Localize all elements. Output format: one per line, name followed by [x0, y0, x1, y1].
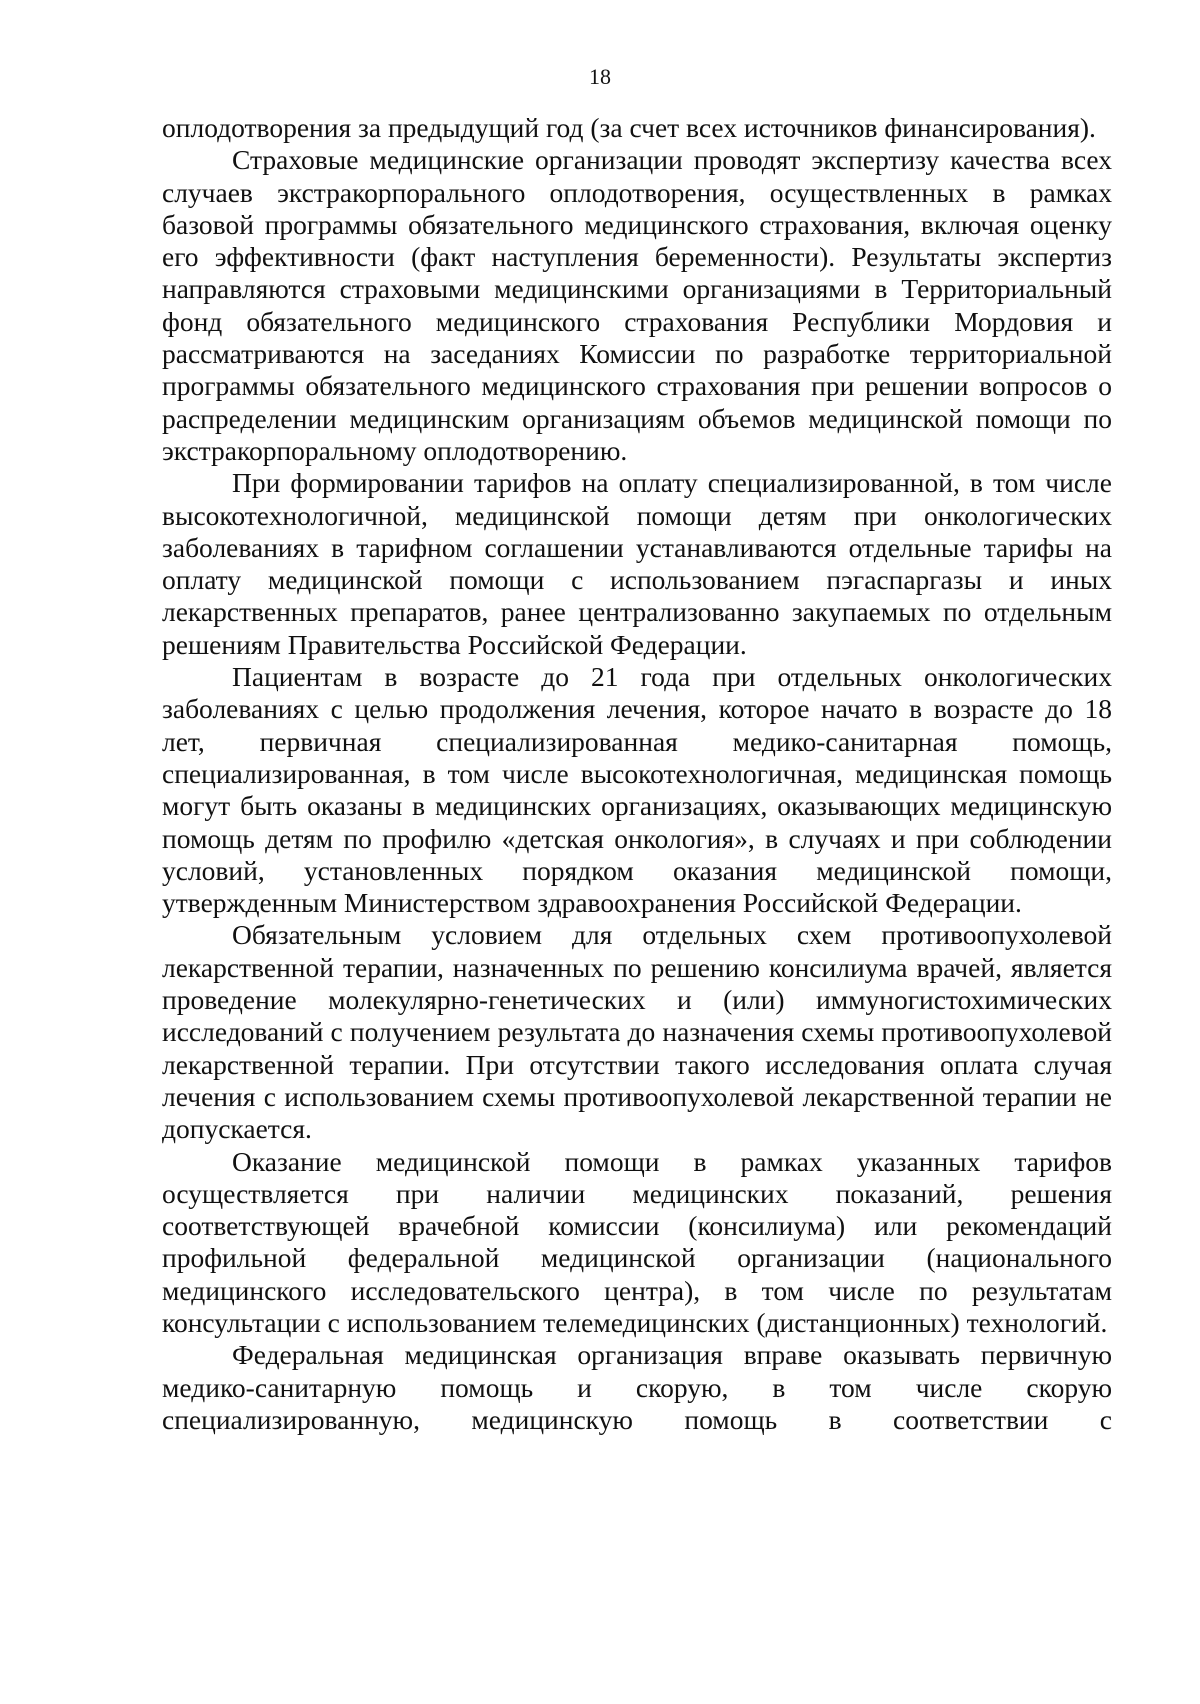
page-number: 18 — [589, 64, 611, 89]
paragraph-continuation: оплодотворения за предыдущий год (за счет всех источников финансирования). — [162, 112, 1096, 143]
paragraph-insurance-expertise: Страховые медицинские организации проводят экспертизу качества всех случаев экстракорпорального оплодотворения, осуществленных в рамках базовой программы обязательного медицинского страхования, включая оценку его эффективности (факт наступления беременности). Результаты экспертиз направляются страховыми медицинскими организациями в Территориальный фонд обязательного медицинского страхования Республики Мордовия и рассматриваются на заседаниях Комиссии по разработке территориальной программы обязательного медицинского страхования при решении вопросов о распределении медицинским организациям объемов медицинской помощи по экстракорпоральному оплодотворению. — [162, 144, 1112, 466]
paragraph-federal-organization: Федеральная медицинская организация вправе оказывать первичную медико-санитарную помощь и скорую, в том числе скорую специализированную, медицинскую помощь в соответствии с — [162, 1339, 1112, 1435]
paragraph-tariffs-children-oncology: При формировании тарифов на оплату специализированной, в том числе высокотехнологичной, медицинской помощи детям при онкологических заболеваниях в тарифном соглашении устанавливаются отдельные тарифы на оплату медицинской помощи с использованием пэгаспаргазы и иных лекарственных препаратов, ранее централизованно закупаемых по отдельным решениям Правительства Российской Федерации. — [162, 467, 1112, 660]
paragraph-patients-under-21: Пациентам в возрасте до 21 года при отдельных онкологических заболеваниях с целью продолжения лечения, которое начато в возрасте до 18 лет, первичная специализированная медико-санитарная помощь, специализированная, в том числе высокотехнологичная, медицинская помощь могут быть оказаны в медицинских организациях, оказывающих медицинскую помощь детям по профилю «детская онкология», в случаях и при соблюдении условий, установленных порядком оказания медицинской помощи, утвержденным Министерством здравоохранения Российской Федерации. — [162, 661, 1112, 919]
paragraph-medical-indications: Оказание медицинской помощи в рамках указанных тарифов осуществляется при наличии медицинских показаний, решения соответствующей врачебной комиссии (консилиума) или рекомендаций профильной федеральной медицинской организации (национального медицинского исследовательского центра), в том числе по результатам консультации с использованием телемедицинских (дистанционных) технологий. — [162, 1145, 1112, 1338]
document-body — [162, 112, 1112, 1436]
paragraph-molecular-genetic-tests: Обязательным условием для отдельных схем противоопухолевой лекарственной терапии, назначенных по решению консилиума врачей, является проведение молекулярно-генетических и (или) иммуногистохимических исследований с получением результата до назначения схемы противоопухолевой лекарственной терапии. При отсутствии такого исследования оплата случая лечения с использованием схемы противоопухолевой лекарственной терапии не допускается. — [162, 919, 1112, 1145]
